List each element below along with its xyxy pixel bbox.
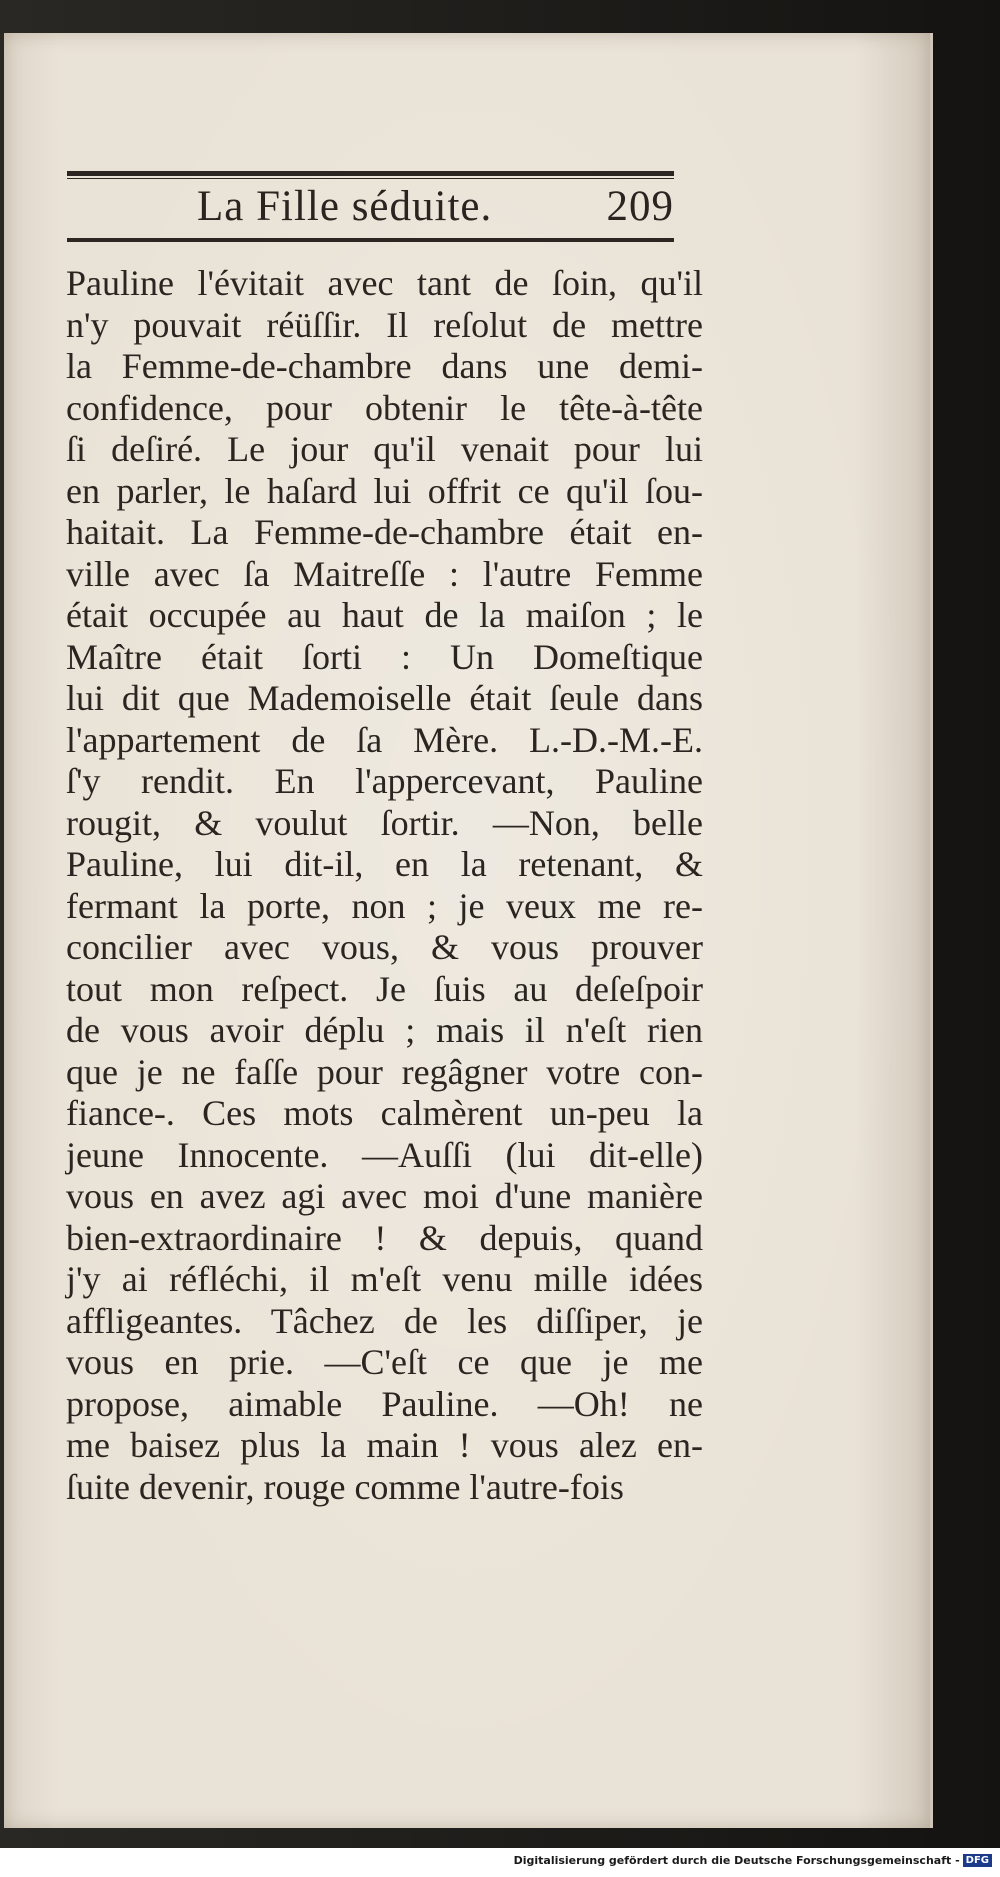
footer-credit-wrapper bbox=[514, 1854, 992, 1867]
text-line: ſ'y rendit. En l'appercevant, Pauline bbox=[66, 761, 703, 801]
text-line: en parler, le haſard lui offrit ce qu'il ſou- bbox=[66, 470, 703, 511]
text-line: l'appartement de ſa Mère. L.-D.-M.-E. bbox=[66, 719, 703, 760]
text-line: bien-extraordinaire ! & depuis, quand bbox=[66, 1217, 703, 1258]
text-line: ville avec ſa Maitreſſe : l'autre Femme bbox=[66, 553, 703, 594]
text-line: tout mon reſpect. Je ſuis au deſeſpoir bbox=[66, 968, 703, 1009]
footer-credit: Digitalisierung gefördert durch die Deutsche Forschungsgemeinschaft - bbox=[513, 1854, 960, 1867]
text-line: affligeantes. Tâchez de les diſſiper, je bbox=[66, 1300, 703, 1341]
text-line: fermant la porte, non ; je veux me re- bbox=[66, 885, 703, 926]
dfg-logo-icon: DFG bbox=[963, 1854, 992, 1867]
header-rule-bottom bbox=[67, 238, 674, 242]
text-line: rougit, & voulut ſortir. —Non, belle bbox=[66, 802, 703, 843]
text-line: n'y pouvait réüſſir. Il reſolut de mettre bbox=[66, 304, 703, 345]
text-line: jeune Innocente. —Auſſi (lui dit-elle) bbox=[66, 1134, 703, 1175]
header-rule-top bbox=[67, 171, 674, 176]
text-line: Maître était ſorti : Un Domeſtique bbox=[66, 636, 703, 677]
text-line: que je ne faſſe pour regâgner votre con- bbox=[66, 1051, 703, 1092]
body-text bbox=[66, 263, 703, 1508]
text-line: était occupée au haut de la maiſon ; le bbox=[66, 595, 703, 635]
text-line: Pauline l'évitait avec tant de ſoin, qu'il bbox=[66, 263, 703, 303]
text-line: me baisez plus la main ! vous alez en- bbox=[66, 1425, 703, 1465]
text-line: de vous avoir déplu ; mais il n'eſt rien bbox=[66, 1010, 703, 1050]
running-title: La Fille séduite. bbox=[197, 183, 493, 230]
page-number: 209 bbox=[606, 183, 674, 230]
text-line: la Femme-de-chambre dans une demi- bbox=[66, 346, 703, 386]
text-line: propose, aimable Pauline. —Oh! ne bbox=[66, 1383, 703, 1424]
text-line: j'y ai réfléchi, il m'eſt venu mille idées bbox=[66, 1259, 703, 1299]
running-header bbox=[67, 178, 674, 236]
text-line: Pauline, lui dit-il, en la retenant, & bbox=[66, 844, 703, 884]
text-line: lui dit que Mademoiselle était ſeule dans bbox=[66, 678, 703, 718]
text-line: confidence, pour obtenir le tête-à-tête bbox=[66, 387, 703, 428]
text-line: concilier avec vous, & vous prouver bbox=[66, 927, 703, 967]
text-line: ſi deſiré. Le jour qu'il venait pour lui bbox=[66, 429, 703, 469]
text-line: fiance-. Ces mots calmèrent un-peu la bbox=[66, 1093, 703, 1133]
text-line: ſuite devenir, rouge comme l'autre-fois bbox=[66, 1466, 624, 1507]
text-line: haitait. La Femme-de-chambre était en- bbox=[66, 512, 703, 552]
digitization-footer bbox=[0, 1848, 1000, 1877]
text-line: vous en prie. —C'eſt ce que je me bbox=[66, 1342, 703, 1382]
text-line: vous en avez agi avec moi d'une manière bbox=[66, 1176, 703, 1216]
